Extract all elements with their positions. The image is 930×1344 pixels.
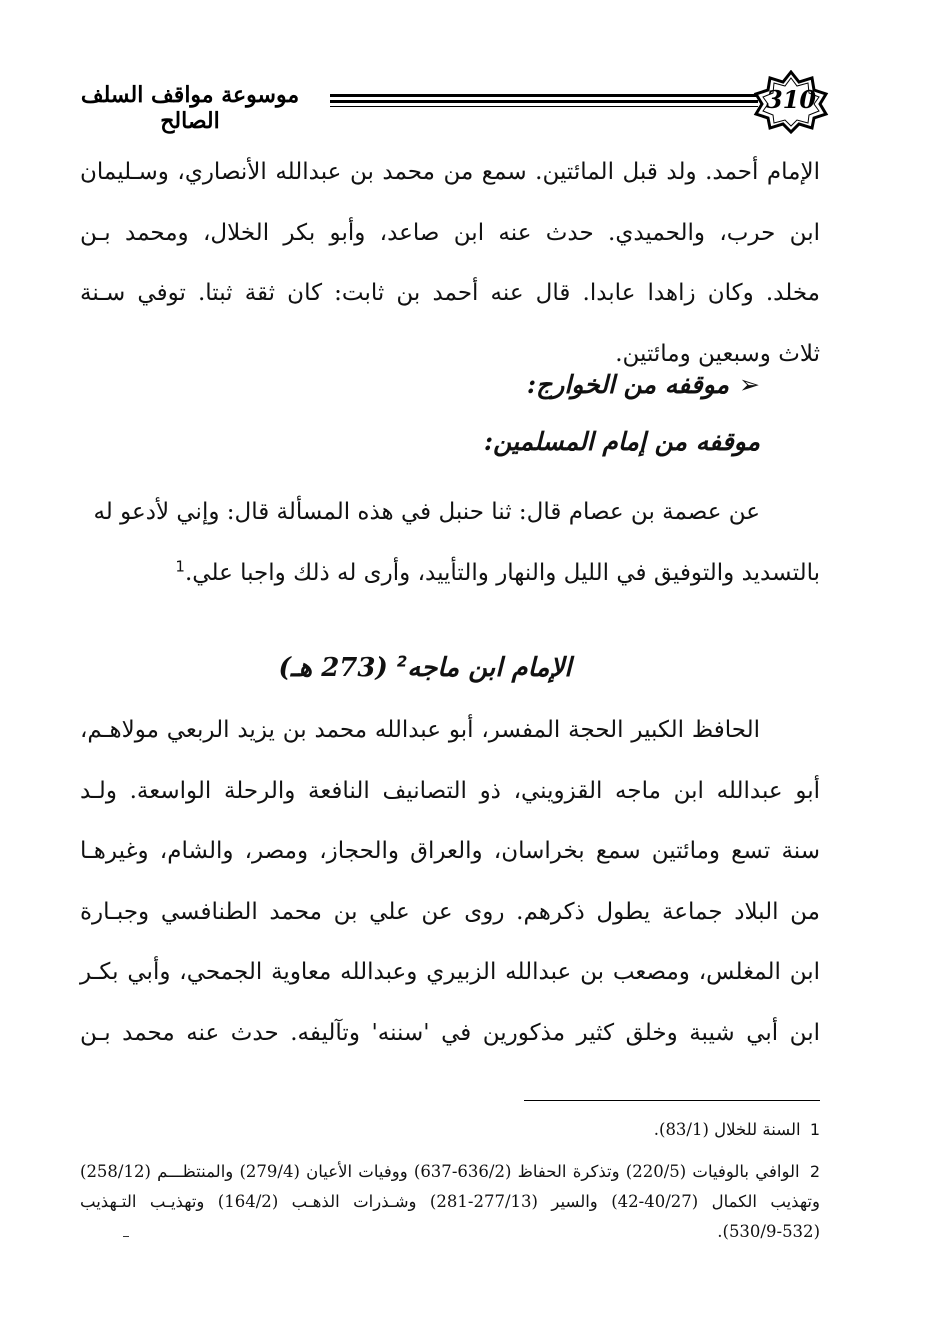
text-line: الحافظ الكبير الحجة المفسر، أبو عبدالله محمد بن يزيد الربعي مولاهـم، xyxy=(80,717,760,743)
subheading-imam-muslimin: موقفه من إمام المسلمين: xyxy=(483,427,760,456)
footnote-ref: 2 xyxy=(396,652,408,671)
text-line: عن عصمة بن عصام قال: ثنا حنبل في هذه المسألة قال: وإني لأدعو له xyxy=(93,499,760,525)
footnote-2-line-3: (530/9-532). xyxy=(717,1222,820,1241)
footnote-separator xyxy=(524,1100,820,1101)
footnote-2-line-1 xyxy=(80,1157,820,1187)
footnote-2-line-2: وتهذيب الكمال (40/27-42) والسير (277/13-281) وشـذرات الذهـب (164/2) وتهذيـب التـهذيب xyxy=(80,1192,820,1211)
text-line xyxy=(80,543,820,604)
text-line: ابن المغلس، ومصعب بن عبدالله الزبيري وعبدالله معاوية الجمحي، وأبي بكـر xyxy=(80,959,820,985)
paragraph-3 xyxy=(80,700,820,1063)
subheading-text: موقفه من الخوارج: xyxy=(526,370,730,399)
arrow-bullet-icon: ➢ xyxy=(739,370,760,399)
paragraph-2 xyxy=(80,482,820,603)
series-title: موسوعة مواقف السلف الصالح xyxy=(80,82,300,134)
text-line-content: بالتسديد والتوفيق في الليل والنهار والتأييد، وأرى له ذلك واجبا علي. xyxy=(184,559,820,586)
section-title xyxy=(270,653,580,683)
text-line: من البلاد جماعة يطول ذكرهم. روى عن علي بن محمد الطنافسي وجبـارة xyxy=(80,898,820,925)
footnote-ref: 1 xyxy=(175,556,185,575)
footnote-number: 1 xyxy=(809,1120,820,1139)
footnote-number: 2 xyxy=(809,1162,820,1181)
text-line: ابن أبي شيبة وخلق كثير مذكورين في 'سننه' وتآليفه. حدث عنه محمد بـن xyxy=(80,1019,820,1046)
page-number-badge xyxy=(752,70,830,134)
header-rule xyxy=(330,94,758,108)
footnotes xyxy=(80,1115,820,1247)
footnote-text: السنة للخلال (83/1). xyxy=(653,1120,801,1139)
text-line: أبو عبدالله ابن ماجه القزويني، ذو التصانيف النافعة والرحلة الواسعة. ولـد xyxy=(80,777,820,804)
page-header xyxy=(50,70,830,134)
text-line: الإمام أحمد. ولد قبل المائتين. سمع من محمد بن عبدالله الأنصاري، وسـليمان xyxy=(80,159,820,185)
subheading-khawarij xyxy=(527,370,760,399)
section-title-date: (273 هـ) xyxy=(278,653,388,683)
text-line: ابن حرب، والحميدي. حدث عنه ابن صاعد، وأبو بكر الخلال، ومحمد بـن xyxy=(80,219,820,246)
text-line: سنة تسع ومائتين سمع بخراسان، والعراق والحجاز، ومصر، والشام، وغيرهـا xyxy=(80,838,820,864)
text-line: مخلد. وكان زاهدا عابدا. قال عنه أحمد بن ثابت: كان ثقة ثبتا. توفي سـنة xyxy=(80,280,820,306)
footnote-1 xyxy=(80,1115,820,1145)
footnote-text: الوافي بالوفيات (220/5) وتذكرة الحفاظ (636/2-637) ووفيات الأعيان (279/4) والمنتظـــم (258/12) xyxy=(80,1162,800,1181)
paragraph-1 xyxy=(80,142,820,384)
text-line: ثلاث وسبعين ومائتين. xyxy=(615,340,820,367)
scan-mark xyxy=(123,1236,129,1237)
page-number: 310 xyxy=(765,85,817,114)
section-title-name: الإمام ابن ماجه xyxy=(407,653,572,683)
